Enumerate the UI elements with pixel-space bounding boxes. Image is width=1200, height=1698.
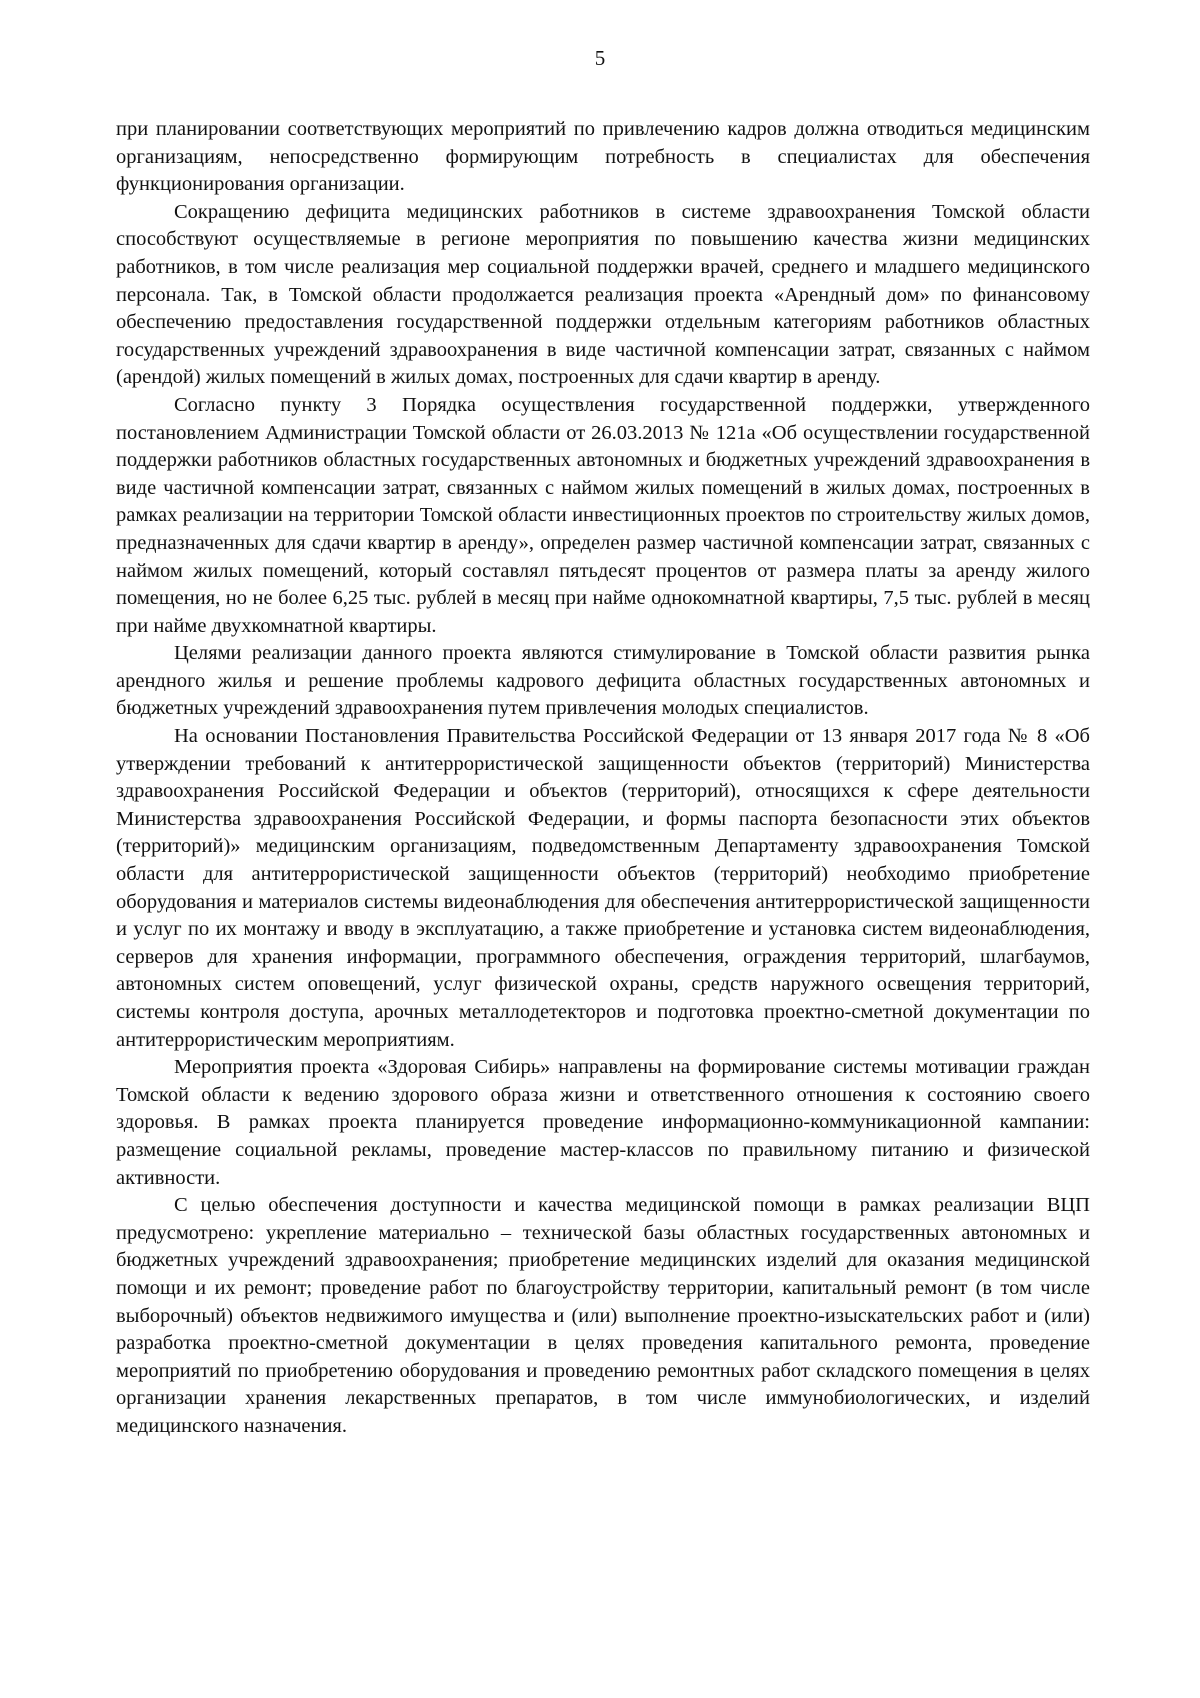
- paragraph-project-goals: Целями реализации данного проекта являются стимулирование в Томской области развития рынка арендного жилья и решение проблемы кадрового дефицита областных государственных автономных и бюджетных учреждений здравоохранения путем привлечения молодых специалистов.: [116, 642, 1090, 720]
- paragraph-healthy-siberia: Мероприятия проекта «Здоровая Сибирь» направлены на формирование системы мотивации граждан Томской области к ведению здорового образа жизни и ответственного отношения к состоянию своего здоровья. В рамках проекта планируется проведение информационно-коммуникационной кампании: размещение социальной рекламы, проведение мастер-классов по правильному питанию и физической активности.: [116, 1056, 1090, 1189]
- page-number: 5: [594, 46, 606, 70]
- document-body: [116, 116, 1090, 1441]
- paragraph-continuation: при планировании соответствующих мероприятий по привлечению кадров должна отводиться медицинским организациям, непосредственно формирующим потребность в специалистах для обеспечения функционирования организации.: [116, 118, 1090, 196]
- paragraph-medical-care: С целью обеспечения доступности и качества медицинской помощи в рамках реализации ВЦП предусмотрено: укрепление материально – технической базы областных государственных автономных и бюджетных учреждений здравоохранения; приобретение медицинских изделий для оказания медицинской помощи и их ремонт; проведение работ по благоустройству территории, капитальный ремонт (в том числе выборочный) объектов недвижимого имущества и (или) выполнение проектно-изыскательских работ и (или) разработка проектно-сметной документации в целях проведения капитального ремонта, проведение мероприятий по приобретению оборудования и проведению ремонтных работ складского помещения в целях организации хранения лекарственных препаратов, в том числе иммунобиологических, и изделий медицинского назначения.: [116, 1194, 1090, 1437]
- paragraph-compensation-order: Согласно пункту 3 Порядка осуществления государственной поддержки, утвержденного постановлением Администрации Томской области от 26.03.2013 № 121а «Об осуществлении государственной поддержки работников областных государственных автономных и бюджетных учреждений здравоохранения в виде частичной компенсации затрат, связанных с наймом жилых помещений в жилых домах, построенных в рамках реализации на территории Томской области инвестиционных проектов по строительству жилых домов, предназначенных для сдачи квартир в аренду», определен размер частичной компенсации затрат, связанных с наймом жилых помещений, который составлял пятьдесят процентов от размера платы за аренду жилого помещения, но не более 6,25 тыс. рублей в месяц при найме однокомнатной квартиры, 7,5 тыс. рублей в месяц при найме двухкомнатной квартиры.: [116, 393, 1090, 637]
- paragraph-antiterror: На основании Постановления Правительства Российской Федерации от 13 января 2017 года № 8 «Об утверждении требований к антитеррористической защищенности объектов (территорий) Министерства здравоохранения Российской Федерации и объектов (территорий), относящихся к сфере деятельности Министерства здравоохранения Российской Федерации, и формы паспорта безопасности этих объектов (территорий)» медицинским организациям, подведомственным Департаменту здравоохранения Томской области для антитеррористической защищенности объектов (территорий) необходимо приобретение оборудования и материалов системы видеонаблюдения для обеспечения антитеррористической защищенности и услуг по их монтажу и вводу в эксплуатацию, а также приобретение и установка систем видеонаблюдения, серверов для хранения информации, программного обеспечения, ограждения территорий, шлагбаумов, автономных систем оповещений, услуг физической охраны, средств наружного освещения территорий, системы контроля доступа, арочных металлодетекторов и подготовка проектно-сметной документации по антитеррористическим мероприятиям.: [116, 725, 1090, 1051]
- paragraph-staff-shortage: Сокращению дефицита медицинских работников в системе здравоохранения Томской области способствуют осуществляемые в регионе мероприятия по повышению качества жизни медицинских работников, в том числе реализация мер социальной поддержки врачей, среднего и младшего медицинского персонала. Так, в Томской области продолжается реализация проекта «Арендный дом» по финансовому обеспечению предоставления государственной поддержки отдельным категориям работников областных государственных учреждений здравоохранения в виде частичной компенсации затрат, связанных с наймом (арендой) жилых помещений в жилых домах, построенных для сдачи квартир в аренду.: [116, 200, 1090, 389]
